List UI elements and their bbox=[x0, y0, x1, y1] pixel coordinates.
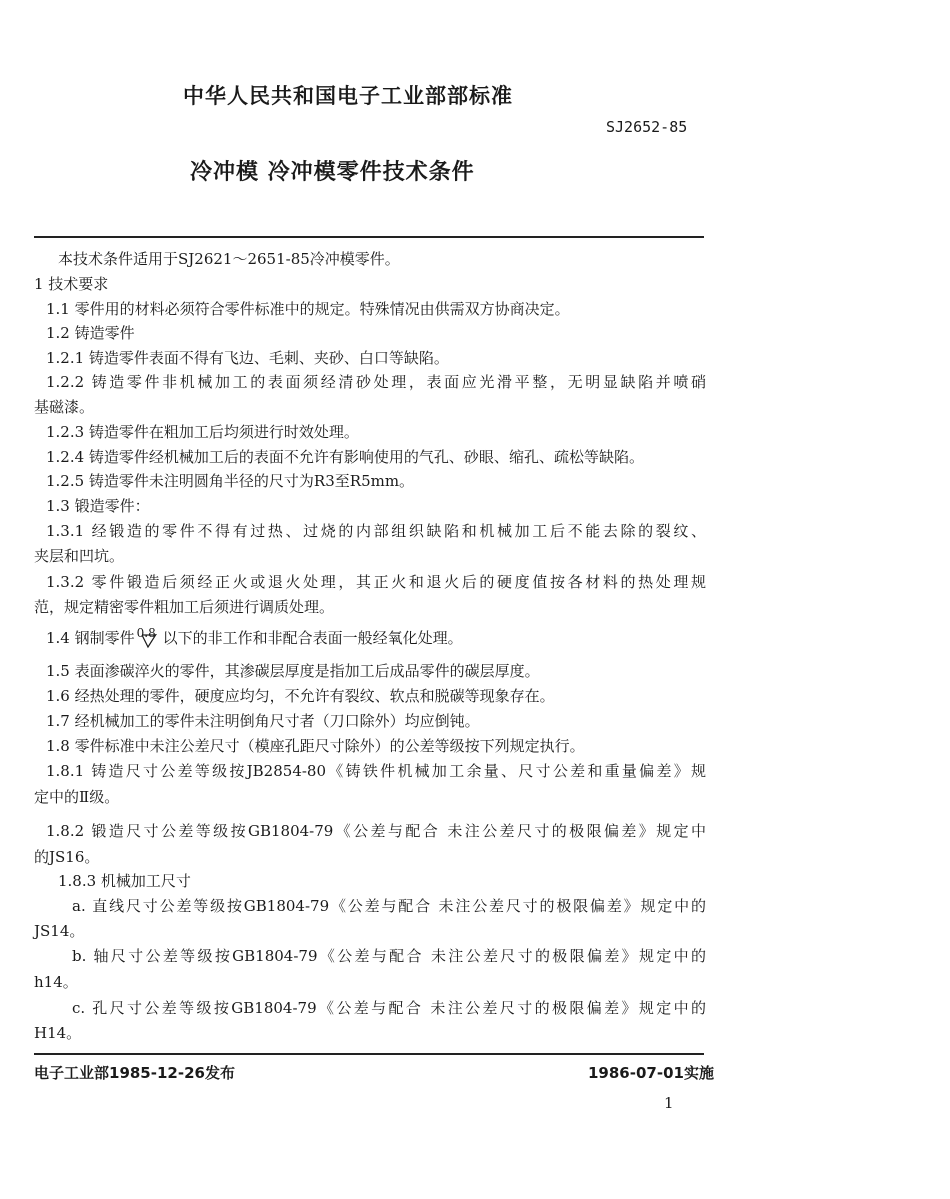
clause-1-2-1: 1.2.1 铸造零件表面不得有飞边、毛刺、夹砂、白口等缺陷。 bbox=[46, 349, 449, 367]
page-number: 1 bbox=[664, 1094, 674, 1112]
clause-1-8: 1.8 零件标准中未注公差尺寸（模座孔距尺寸除外）的公差等级按下列规定执行。 bbox=[46, 737, 585, 755]
clause-1-4-prefix: 1.4 钢制零件 bbox=[46, 629, 135, 647]
clause-1-8-2-line1: 1.8.2 锻造尺寸公差等级按GB1804-79《公差与配合 未注公差尺寸的极限偏差》规定中 bbox=[46, 822, 706, 840]
clause-1-2-3: 1.2.3 铸造零件在粗加工后均须进行时效处理。 bbox=[46, 423, 359, 441]
roughness-value: 0.8 bbox=[136, 626, 156, 640]
clause-1-2-2-line2: 基磁漆。 bbox=[34, 398, 95, 416]
effective-date: 1986-07-01实施 bbox=[588, 1064, 714, 1082]
clause-1-8-3: 1.8.3 机械加工尺寸 bbox=[58, 872, 191, 890]
clause-1-3: 1.3 锻造零件： bbox=[46, 497, 150, 515]
surface-roughness-symbol bbox=[135, 628, 163, 650]
clause-1-2-2-line1: 1.2.2 铸造零件非机械加工的表面须经清砂处理，表面应光滑平整，无明显缺陷并喷硝 bbox=[46, 373, 706, 391]
item-b-line2: h14。 bbox=[34, 973, 78, 991]
item-a-line1: a. 直线尺寸公差等级按GB1804-79《公差与配合 未注公差尺寸的极限偏差》规定中的 bbox=[72, 897, 706, 915]
clause-1-6: 1.6 经热处理的零件，硬度应均匀，不允许有裂纹、软点和脱碳等现象存在。 bbox=[46, 687, 555, 705]
clause-1-3-1-line1: 1.3.1 经锻造的零件不得有过热、过烧的内部组织缺陷和机械加工后不能去除的裂纹、 bbox=[46, 522, 706, 540]
item-a-line2: JS14。 bbox=[34, 922, 85, 940]
issue-date: 电子工业部1985-12-26发布 bbox=[34, 1064, 235, 1082]
clause-1-2-4: 1.2.4 铸造零件经机械加工后的表面不允许有影响使用的气孔、砂眼、缩孔、疏松等缺陷。 bbox=[46, 448, 644, 466]
clause-1-8-1-line1: 1.8.1 铸造尺寸公差等级按JB2854-80《铸铁件机械加工余量、尺寸公差和重量偏差》规 bbox=[46, 762, 706, 780]
clause-1-5: 1.5 表面渗碳淬火的零件，其渗碳层厚度是指加工后成品零件的碳层厚度。 bbox=[46, 662, 540, 680]
clause-1-7: 1.7 经机械加工的零件未注明倒角尺寸者（刀口除外）均应倒钝。 bbox=[46, 712, 480, 730]
clause-1-3-2-line1: 1.3.2 零件锻造后须经正火或退火处理，其正火和退火后的硬度值按各材料的热处理规 bbox=[46, 573, 706, 591]
item-c-line1: c. 孔尺寸公差等级按GB1804-79《公差与配合 未注公差尺寸的极限偏差》规定中的 bbox=[72, 999, 706, 1017]
org-title: 中华人民共和国电子工业部部标准 bbox=[183, 84, 513, 108]
clause-1-1: 1.1 零件用的材料必须符合零件标准中的规定。特殊情况由供需双方协商决定。 bbox=[46, 300, 570, 318]
item-c-line2: H14。 bbox=[34, 1024, 82, 1042]
clause-1-8-2-line2: 的JS16。 bbox=[34, 848, 100, 866]
document-title: 冷冲模 冷冲模零件技术条件 bbox=[190, 160, 475, 185]
clause-1-2-5: 1.2.5 铸造零件未注明圆角半径的尺寸为R3至R5mm。 bbox=[46, 472, 415, 490]
clause-1-4-suffix: 以下的非工作和非配合表面一般经氧化处理。 bbox=[162, 629, 463, 647]
clause-1-3-1-line2: 夹层和凹坑。 bbox=[34, 547, 125, 565]
clause-1-4 bbox=[46, 627, 718, 650]
clause-1-8-1-line2: 定中的Ⅱ级。 bbox=[34, 788, 120, 806]
roughness-triangle-icon bbox=[141, 634, 161, 650]
clause-1-2: 1.2 铸造零件 bbox=[46, 324, 135, 342]
standard-number: SJ2652-85 bbox=[606, 118, 688, 136]
clause-1-3-2-line2: 范，规定精密零件粗加工后须进行调质处理。 bbox=[34, 598, 335, 616]
section-1-heading: 1 技术要求 bbox=[34, 275, 109, 293]
footer-rule bbox=[34, 1053, 704, 1055]
intro-text: 本技术条件适用于SJ2621～2651-85冷冲模零件。 bbox=[58, 250, 400, 268]
header-rule bbox=[34, 236, 704, 238]
item-b-line1: b. 轴尺寸公差等级按GB1804-79《公差与配合 未注公差尺寸的极限偏差》规定中的 bbox=[72, 947, 706, 965]
